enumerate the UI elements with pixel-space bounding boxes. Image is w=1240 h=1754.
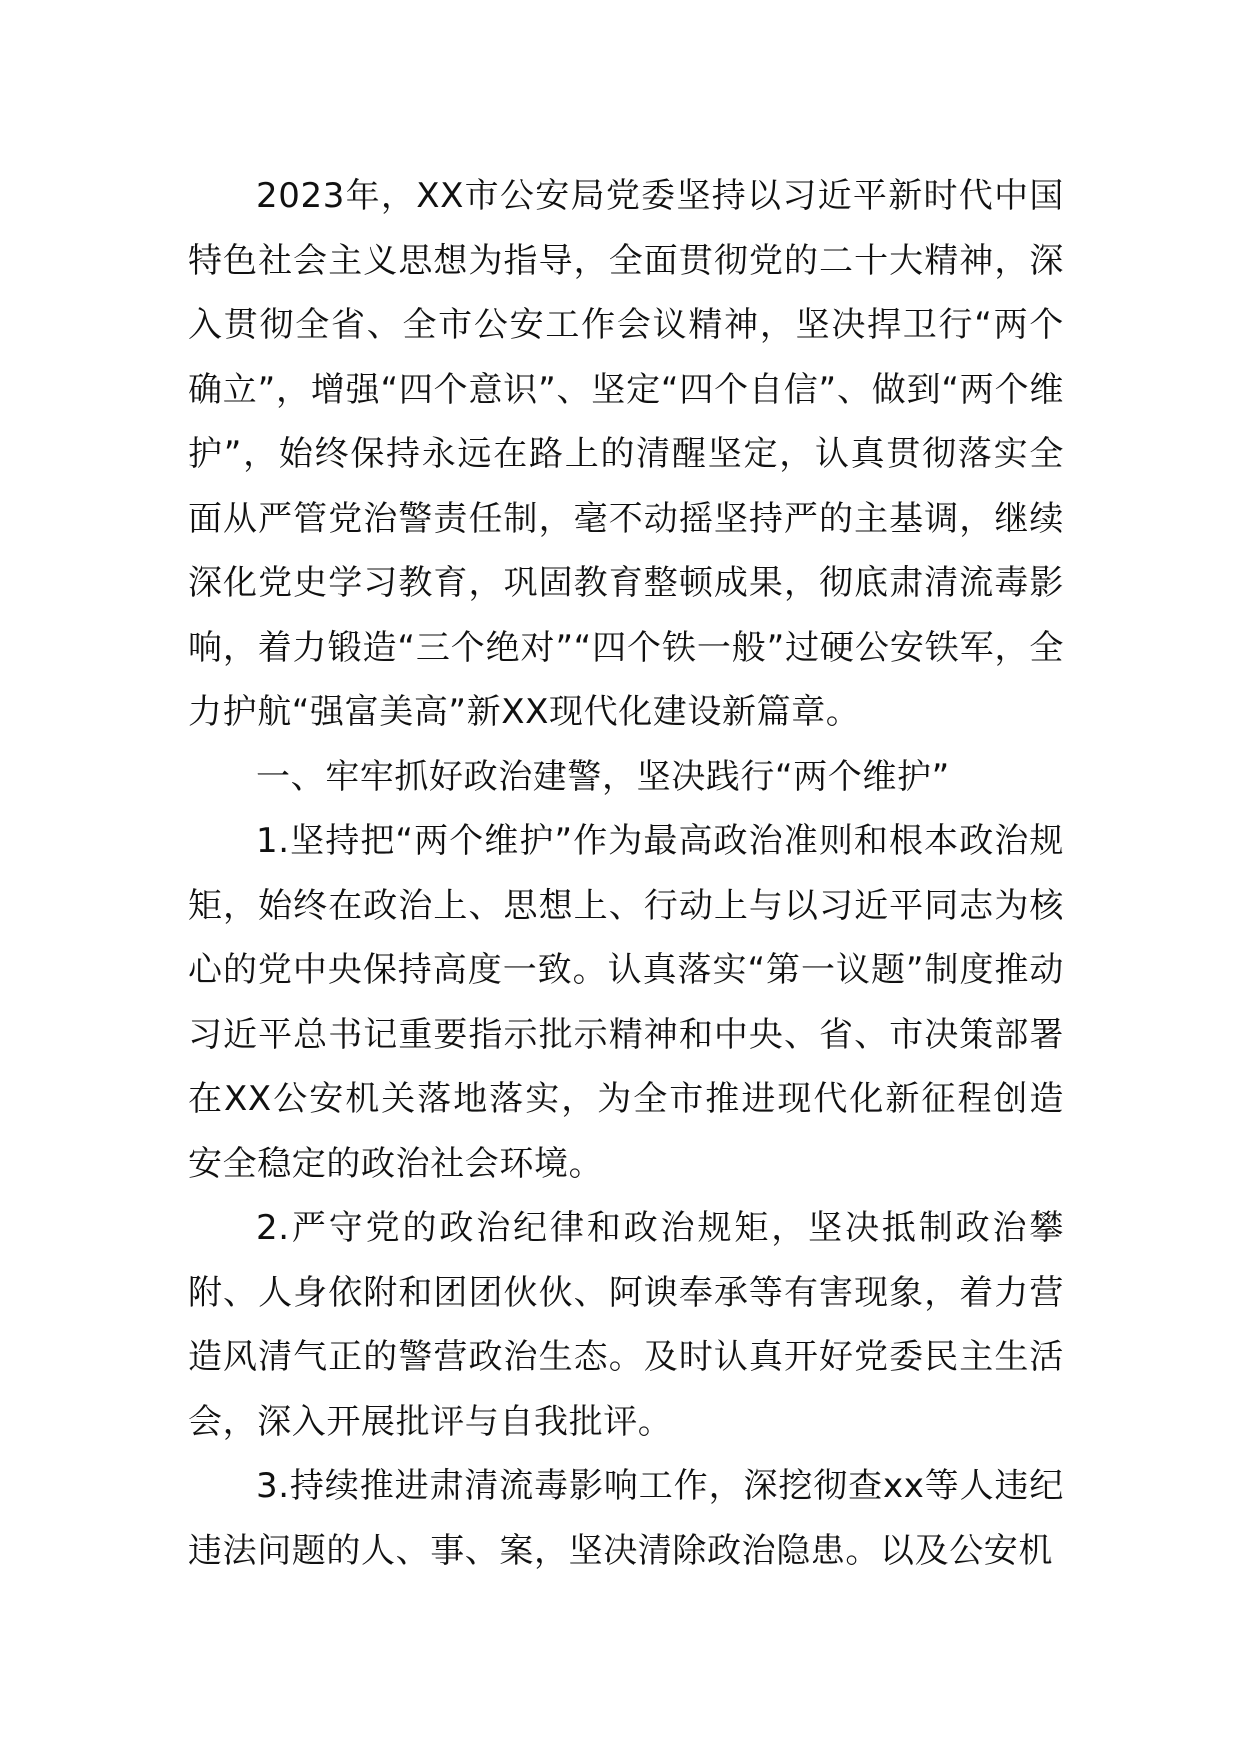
section-1-heading: 一、牢牢抓好政治建警，坚决践行“两个维护” (256, 756, 950, 797)
intro-paragraph: 2023年，XX市公安局党委坚持以习近平新时代中国特色社会主义思想为指导，全面贯彻党的二十大精神，深入贯彻全省、全市公安工作会议精神，坚决捍卫行“两个确立”，增强“四个意识”、坚定“四个自信”、做到“两个维护”，始终保持永远在路上的清醒坚定，认真贯彻落实全面从严管党治警责任制，毫不动摇坚持严的主基调，继续深化党史学习教育，巩固教育整顿成果，彻底肃清流毒影响，着力锻造“三个绝对”“四个铁一般”过硬公安铁军，全力护航“强富美高”新XX现代化建设新篇章。 (188, 176, 1064, 732)
item-2-paragraph: 2.严守党的政治纪律和政治规矩，坚决抵制政治攀附、人身依附和团团伙伙、阿谀奉承等有害现象，着力营造风清气正的警营政治生态。及时认真开好党委民主生活会，深入开展批评与自我批评。 (188, 1208, 1064, 1442)
document-body (188, 164, 1064, 1583)
item-1-paragraph: 1.坚持把“两个维护”作为最高政治准则和根本政治规矩，始终在政治上、思想上、行动上与以习近平同志为核心的党中央保持高度一致。认真落实“第一议题”制度推动习近平总书记重要指示批示精神和中央、省、市决策部署在XX公安机关落地落实，为全市推进现代化新征程创造安全稳定的政治社会环境。 (188, 821, 1064, 1184)
item-3-paragraph: 3.持续推进肃清流毒影响工作，深挖彻查xx等人违纪违法问题的人、事、案，坚决清除政治隐患。以及公安机 (188, 1466, 1064, 1571)
